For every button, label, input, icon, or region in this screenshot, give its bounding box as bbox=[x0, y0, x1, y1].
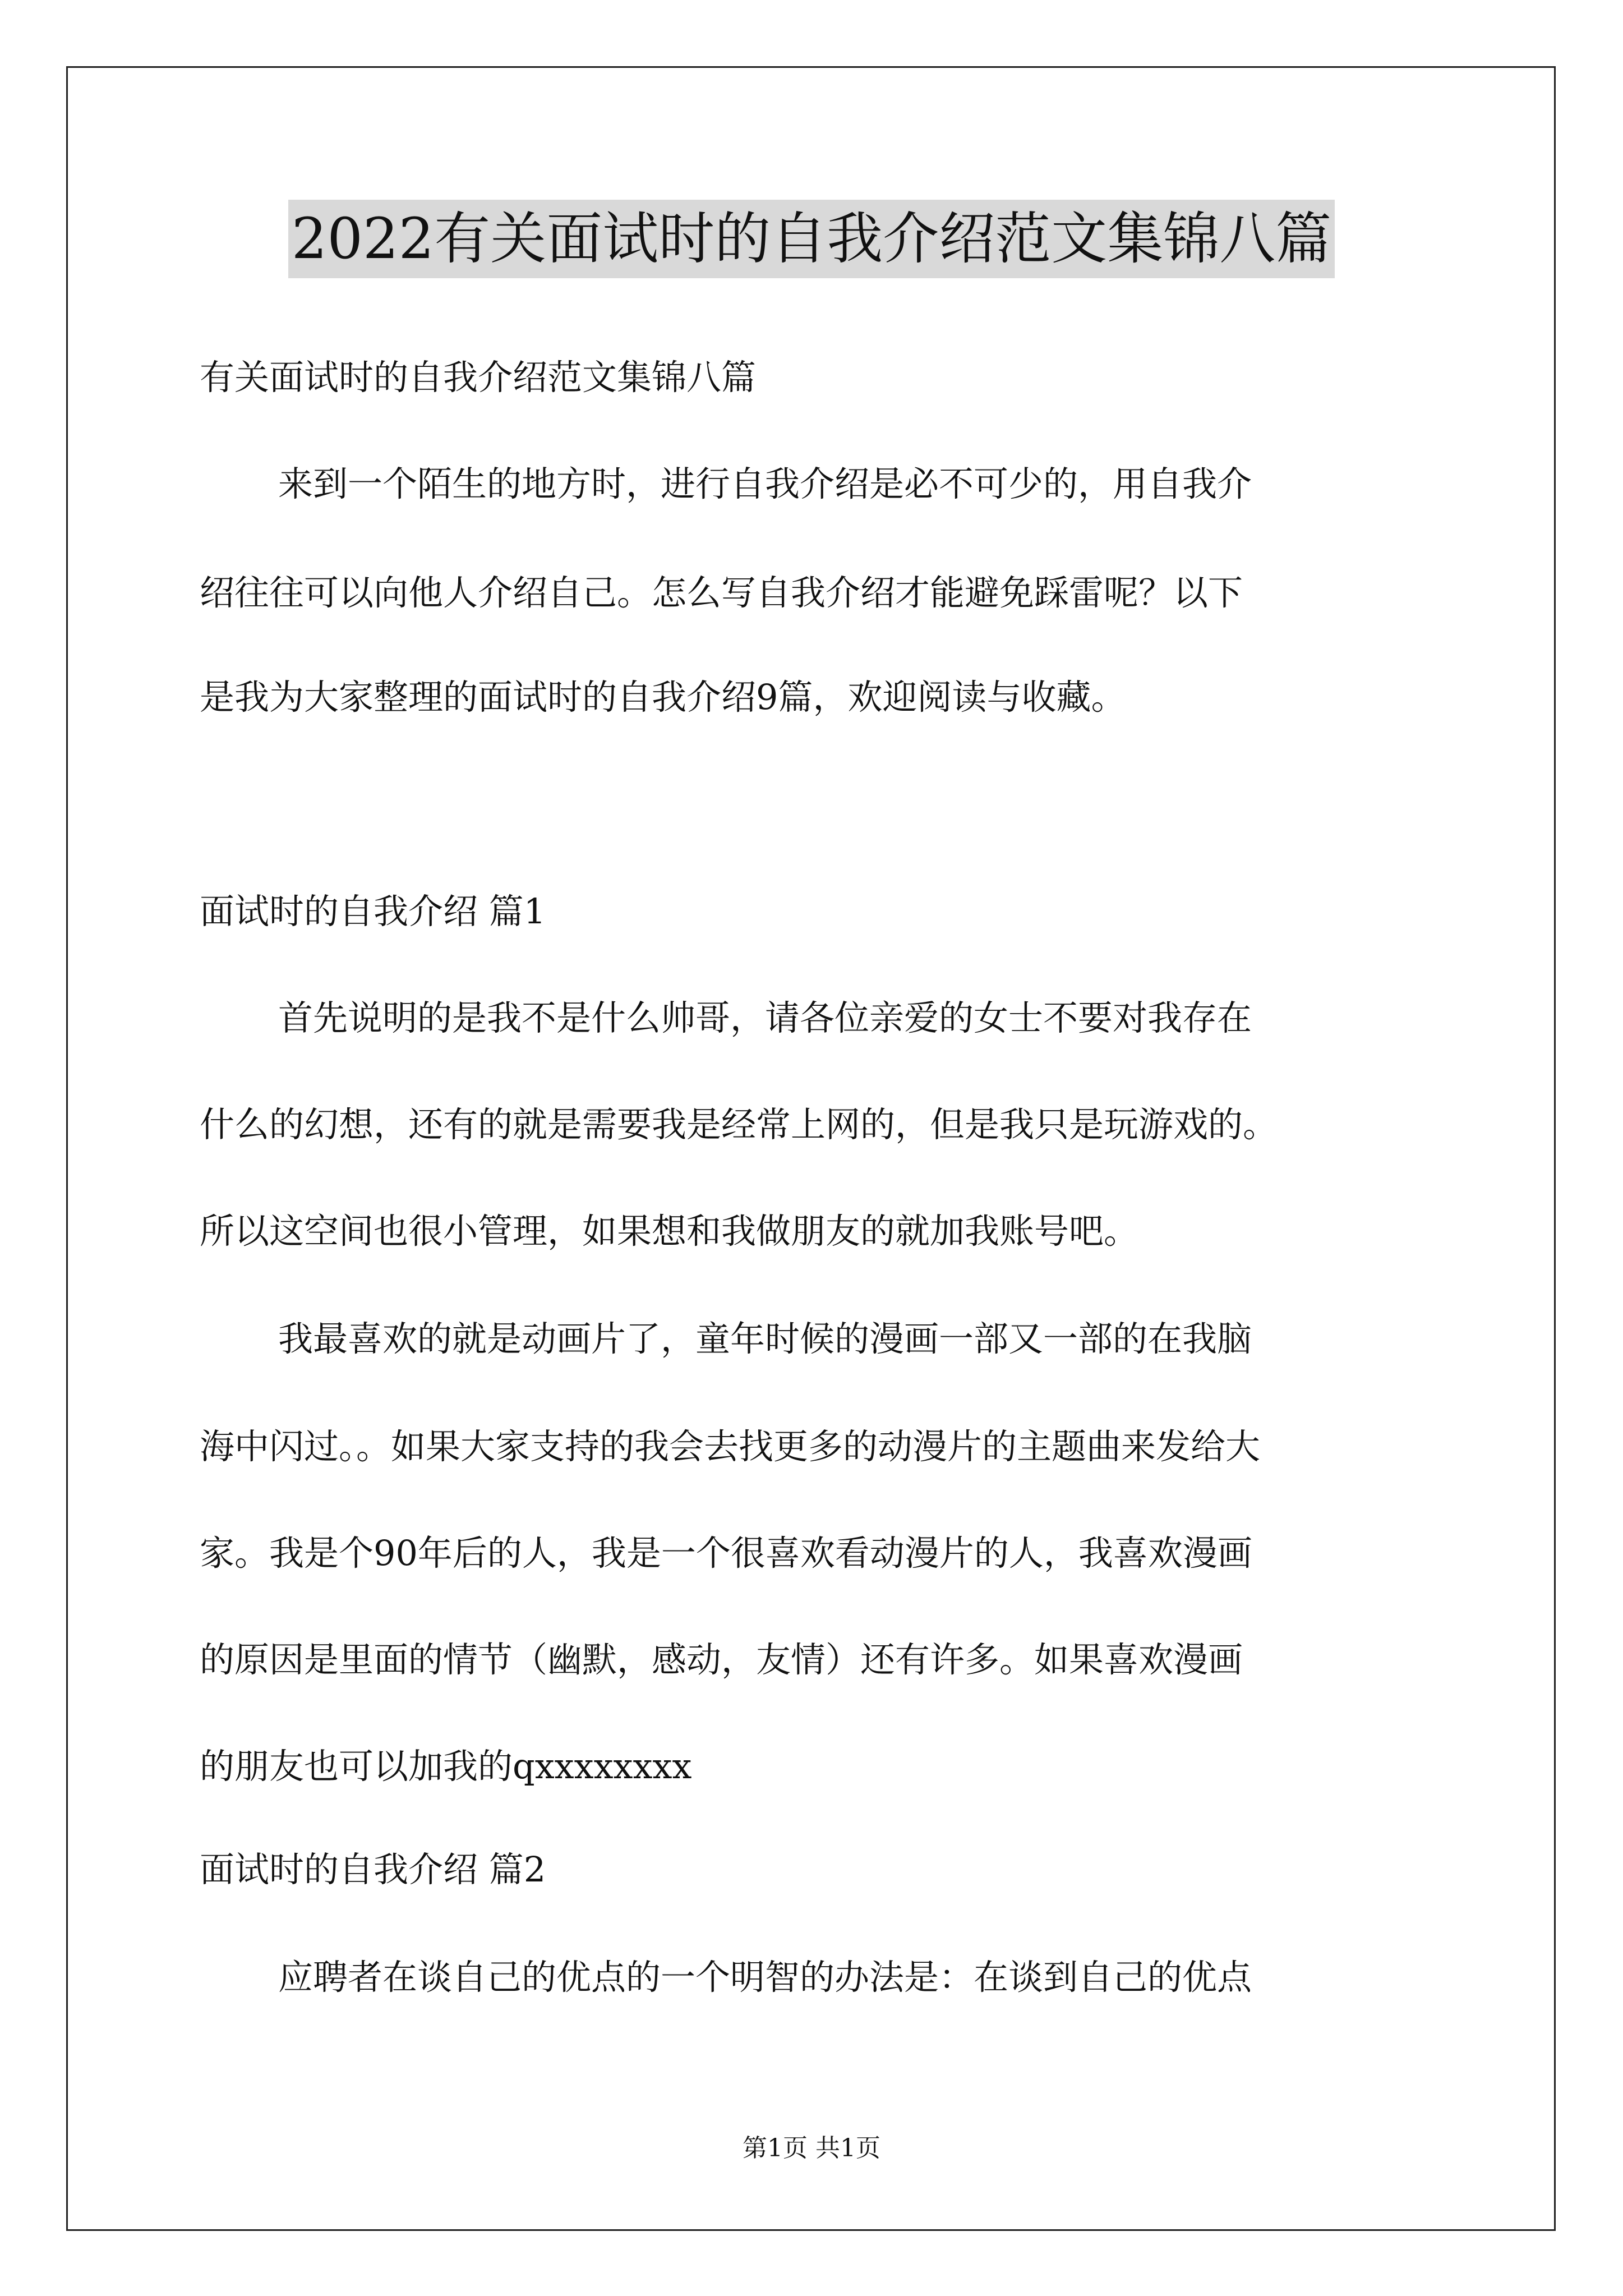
document-title: 2022有关面试时的自我介绍范文集锦八篇 bbox=[288, 200, 1335, 278]
section-2-paragraph-line: 应聘者在谈自己的优点的一个明智的办法是：在谈到自己的优点 bbox=[278, 1957, 1252, 1998]
section-1-paragraph-line: 海中闪过。。如果大家支持的我会去找更多的动漫片的主题曲来发给大 bbox=[200, 1426, 1261, 1467]
subtitle-line: 有关面试时的自我介绍范文集锦八篇 bbox=[200, 357, 757, 398]
intro-paragraph-line: 绍往往可以向他人介绍自己。怎么写自我介绍才能避免踩雷呢？以下 bbox=[200, 572, 1243, 613]
section-1-paragraph-line: 什么的幻想，还有的就是需要我是经常上网的，但是我只是玩游戏的。 bbox=[200, 1104, 1278, 1145]
intro-paragraph-line: 是我为大家整理的面试时的自我介绍9篇，欢迎阅读与收藏。 bbox=[200, 677, 1126, 717]
section-1-paragraph-line: 的朋友也可以加我的qxxxxxxxx bbox=[200, 1746, 692, 1787]
title-container bbox=[0, 200, 1623, 278]
section-1-paragraph-line: 首先说明的是我不是什么帅哥，请各位亲爱的女士不要对我存在 bbox=[278, 997, 1252, 1038]
section-1-paragraph-line: 所以这空间也很小管理，如果想和我做朋友的就加我账号吧。 bbox=[200, 1211, 1139, 1251]
section-1-paragraph-line: 家。我是个90年后的人，我是一个很喜欢看动漫片的人，我喜欢漫画 bbox=[200, 1533, 1252, 1573]
section-heading-2: 面试时的自我介绍 篇2 bbox=[200, 1849, 546, 1890]
page-number-footer: 第1页 共1页 bbox=[743, 2134, 880, 2162]
section-1-paragraph-line: 我最喜欢的就是动画片了，童年时候的漫画一部又一部的在我脑 bbox=[278, 1318, 1252, 1359]
intro-paragraph-line: 来到一个陌生的地方时，进行自我介绍是必不可少的，用自我介 bbox=[278, 463, 1252, 504]
section-1-paragraph-line: 的原因是里面的情节（幽默，感动，友情）还有许多。如果喜欢漫画 bbox=[200, 1639, 1243, 1680]
section-heading-1: 面试时的自我介绍 篇1 bbox=[200, 891, 546, 932]
